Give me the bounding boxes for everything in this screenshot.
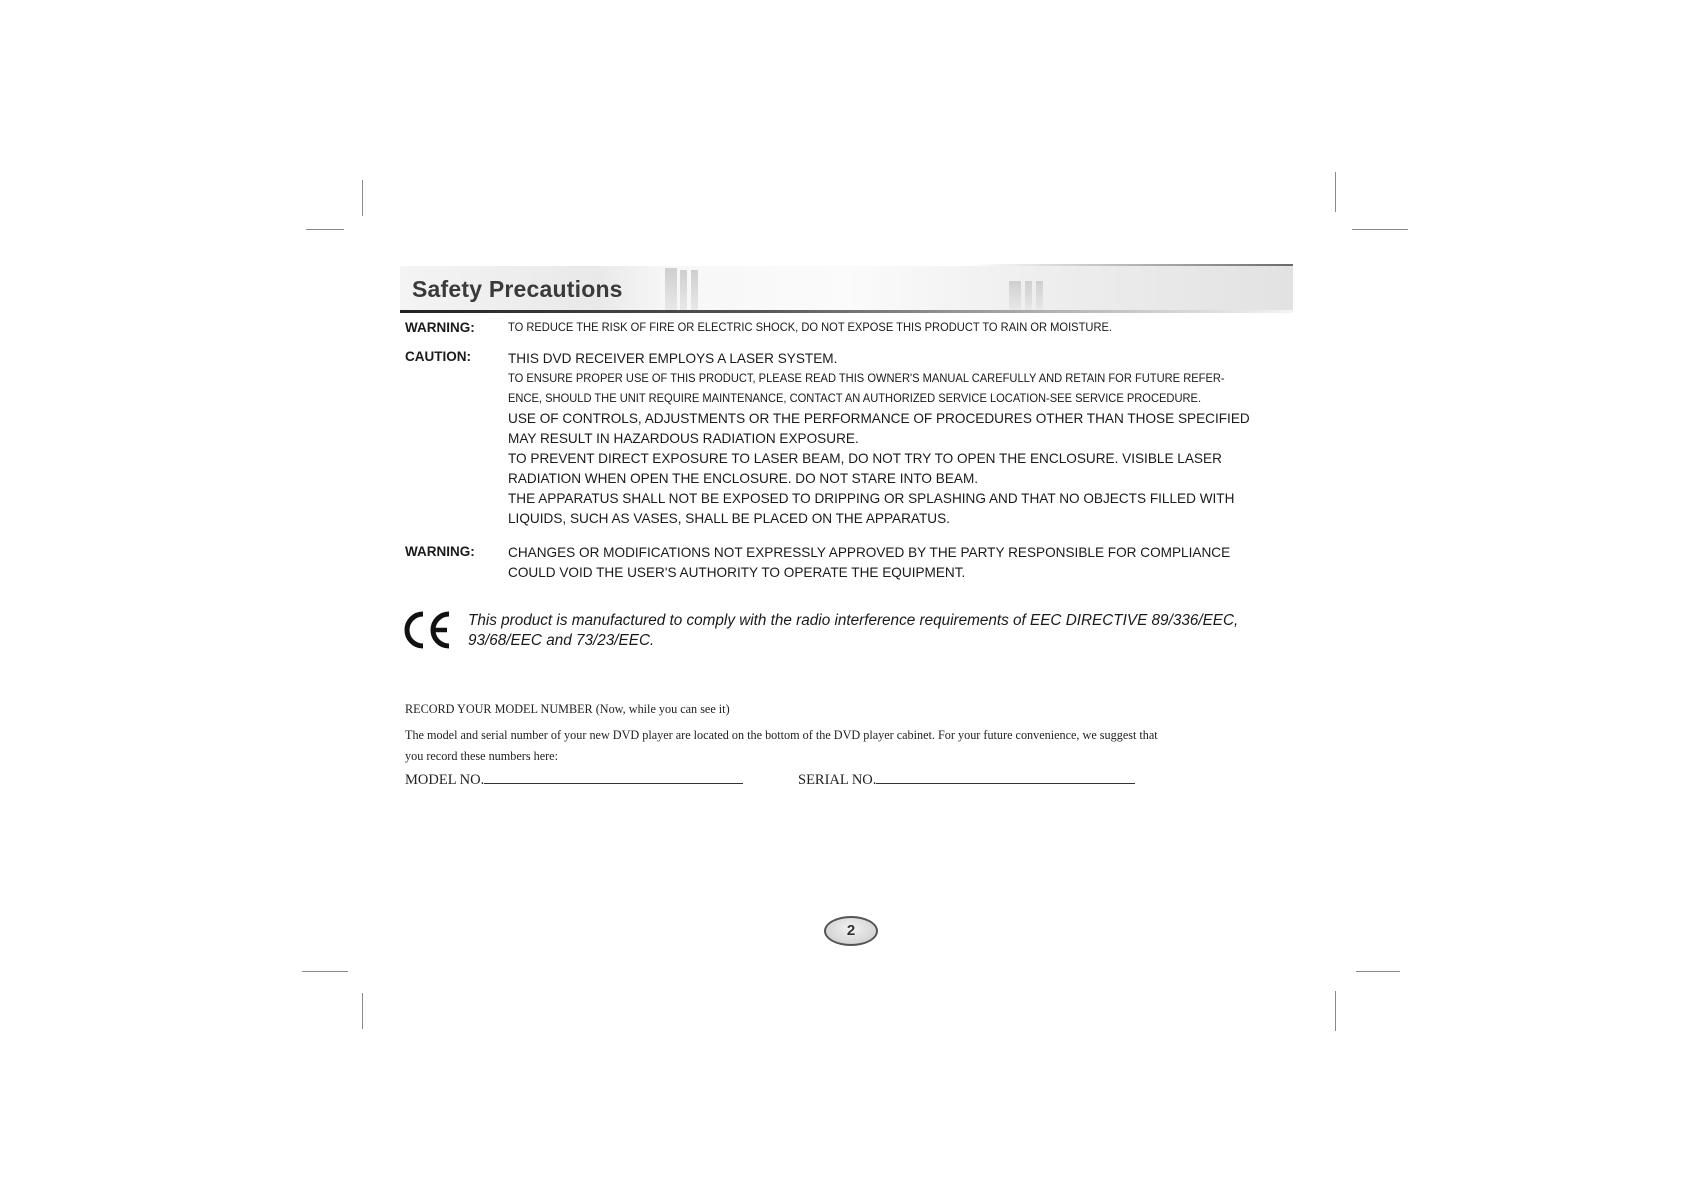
serial-number-field[interactable] [798, 769, 1135, 789]
warning-text [508, 318, 1290, 338]
crop-mark [362, 993, 363, 1029]
crop-mark [1352, 229, 1408, 230]
crop-mark [1335, 172, 1336, 212]
banner-decoration [1009, 281, 1021, 310]
ce-mark-icon [403, 610, 455, 650]
banner-decoration [1025, 281, 1032, 310]
caution-line: MAY RESULT IN HAZARDOUS RADIATION EXPOSURE. [508, 431, 859, 446]
crop-mark [362, 180, 363, 216]
crop-mark [302, 971, 348, 972]
crop-mark [1335, 991, 1336, 1031]
caution-line: THE APPARATUS SHALL NOT BE EXPOSED TO DRIPPING OR SPLASHING AND THAT NO OBJECTS FILLED WITH [508, 491, 1235, 506]
caution-line: LIQUIDS, SUCH AS VASES, SHALL BE PLACED ON THE APPARATUS. [508, 511, 950, 526]
banner-bottom-rule [400, 310, 1293, 313]
caution-line: ENCE, SHOULD THE UNIT REQUIRE MAINTENANCE, CONTACT AN AUTHORIZED SERVICE LOCATION-SEE SERVICE PROCEDURE. [508, 392, 1202, 405]
crop-mark [306, 229, 344, 230]
caution-line: TO PREVENT DIRECT EXPOSURE TO LASER BEAM, DO NOT TRY TO OPEN THE ENCLOSURE. VISIBLE LASER [508, 451, 1222, 466]
warning-block [405, 543, 1290, 585]
caution-line: USE OF CONTROLS, ADJUSTMENTS OR THE PERFORMANCE OF PROCEDURES OTHER THAN THOSE SPECIFIED [508, 411, 1250, 426]
warning-text [508, 543, 1290, 583]
warning-line: CHANGES OR MODIFICATIONS NOT EXPRESSLY APPROVED BY THE PARTY RESPONSIBLE FOR COMPLIANCE [508, 545, 1231, 560]
title-banner [400, 264, 1293, 316]
caution-line: RADIATION WHEN OPEN THE ENCLOSURE. DO NOT STARE INTO BEAM. [508, 471, 979, 486]
compliance-statement [468, 611, 1298, 651]
banner-decoration [1036, 281, 1043, 310]
warning-label: WARNING: [405, 320, 475, 335]
banner-decoration [691, 270, 698, 310]
caution-label: CAUTION: [405, 349, 471, 364]
record-fields [405, 769, 1290, 793]
caution-line: TO ENSURE PROPER USE OF THIS PRODUCT, PLEASE READ THIS OWNER'S MANUAL CAREFULLY AND RETAIN FOR FUTURE REFER- [508, 372, 1225, 385]
record-description-line: The model and serial number of your new DVD player are located on the bottom of the DVD player cabinet. For your future convenience, we suggest that [405, 728, 1158, 742]
page-number: 2 [824, 916, 878, 946]
model-number-field[interactable] [405, 769, 743, 789]
banner-top-rule [973, 264, 1293, 266]
model-number-blank[interactable] [484, 769, 743, 784]
model-number-label: MODEL NO. [405, 772, 485, 788]
serial-number-blank[interactable] [876, 769, 1135, 784]
warning-line: COULD VOID THE USER'S AUTHORITY TO OPERATE THE EQUIPMENT. [508, 565, 966, 580]
caution-text [508, 349, 1290, 529]
page-title: Safety Precautions [412, 276, 623, 302]
record-description [405, 725, 1290, 767]
crop-mark [1356, 971, 1400, 972]
serial-number-label: SERIAL NO. [798, 772, 877, 788]
caution-line: THIS DVD RECEIVER EMPLOYS A LASER SYSTEM. [508, 351, 838, 366]
warning-block [405, 318, 1290, 340]
banner-decoration [680, 270, 687, 310]
caution-block [405, 349, 1290, 531]
compliance-line: This product is manufactured to comply with the radio interference requirements of EEC DIRECTIVE 89/336/EEC, [468, 612, 1239, 629]
compliance-line: 93/68/EEC and 73/23/EEC. [468, 632, 655, 649]
warning-line: TO REDUCE THE RISK OF FIRE OR ELECTRIC SHOCK, DO NOT EXPOSE THIS PRODUCT TO RAIN OR MOISTURE. [508, 321, 1113, 334]
record-title: RECORD YOUR MODEL NUMBER (Now, while you can see it) [405, 702, 730, 716]
warning-label: WARNING: [405, 544, 475, 559]
banner-decoration [665, 268, 677, 310]
record-description-line: you record these numbers here: [405, 749, 558, 763]
